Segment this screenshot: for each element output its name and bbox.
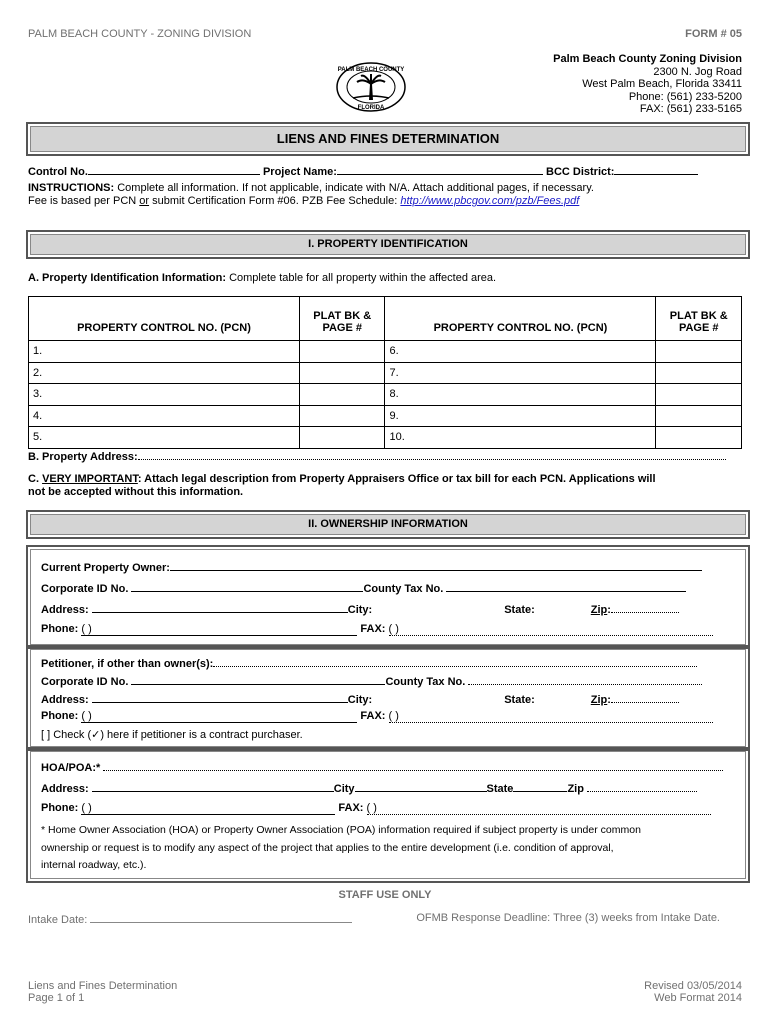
petitioner-zip-field[interactable] xyxy=(611,692,679,703)
property-address-row xyxy=(28,449,726,463)
petitioner-tax-field[interactable] xyxy=(468,674,702,685)
control-no-field[interactable] xyxy=(88,164,260,175)
hoa-note-line3: internal roadway, etc.). xyxy=(41,859,147,871)
hoa-phone-field[interactable]: ( ) xyxy=(81,802,335,815)
owner-address-field[interactable] xyxy=(92,602,348,613)
pcn-cell[interactable]: 7. xyxy=(385,362,656,384)
owner-tax-field[interactable] xyxy=(446,581,686,592)
petitioner-fax-field[interactable]: ( ) xyxy=(389,710,713,723)
intake-field[interactable] xyxy=(90,912,352,923)
owner-zip-label: Zip xyxy=(590,604,608,616)
plat-cell[interactable] xyxy=(656,362,742,384)
petitioner-field[interactable] xyxy=(213,656,697,667)
hoa-note xyxy=(41,822,641,875)
owner-phone-field[interactable]: ( ) xyxy=(81,623,357,636)
property-address-field[interactable] xyxy=(138,449,726,460)
bcc-district-field[interactable] xyxy=(614,164,698,175)
office-phone: Phone: (561) 233-5200 xyxy=(628,90,742,103)
division-name: PALM BEACH COUNTY - ZONING DIVISION xyxy=(28,28,252,40)
petitioner-address-field[interactable] xyxy=(92,692,348,703)
pcn-table xyxy=(28,296,742,449)
hoa-phone-label: Phone: xyxy=(41,802,79,814)
pcn-cell[interactable]: 9. xyxy=(385,405,656,427)
instructions xyxy=(28,182,594,208)
property-address-label: B. Property Address: xyxy=(28,451,138,463)
instructions-or: or xyxy=(139,195,150,207)
pcn-table-header xyxy=(29,297,742,341)
pcn-cell[interactable]: 5. xyxy=(29,427,300,449)
intake-row xyxy=(28,912,352,926)
petitioner-label: Petitioner, if other than owner(s): xyxy=(41,658,214,670)
plat-cell[interactable] xyxy=(299,384,385,406)
svg-text:PALM BEACH COUNTY: PALM BEACH COUNTY xyxy=(337,67,405,73)
owner-state-label: State: xyxy=(504,604,535,616)
owner-corp-label: Corporate ID No. xyxy=(41,583,129,595)
instructions-text1: Complete all information. If not applicable, indicate with N/A. Attach additional pages, if necessary. xyxy=(117,182,594,194)
petitioner-fax-label: FAX: xyxy=(360,710,386,722)
hoa-note-line1: * Home Owner Association (HOA) or Property Owner Association (POA) information required if subject property is under common xyxy=(41,824,641,836)
hoa-box xyxy=(26,747,750,883)
pcn-cell[interactable]: 10. xyxy=(385,427,656,449)
county-seal-logo xyxy=(335,62,407,112)
section1-c: C. VERY IMPORTANT: Attach legal description from Property Appraisers Office or tax bill for each PCN. Applications will not be accepted without this information. xyxy=(28,473,744,499)
table-row xyxy=(29,427,742,449)
owner-fax-field[interactable]: ( ) xyxy=(389,623,713,636)
owner-city-label: City: xyxy=(347,604,373,616)
staff-title: STAFF USE ONLY xyxy=(338,889,432,901)
owner-phone-label: Phone: xyxy=(41,623,79,635)
owner-box: Current Property Owner: Corporate ID No. County Tax No. Address: City: State: Zip: Phone: ( ) FAX: ( ) xyxy=(26,545,750,649)
petitioner-address-label: Address: xyxy=(41,694,89,706)
office-address2: West Palm Beach, Florida 33411 xyxy=(582,78,742,90)
hoa-city-label: City xyxy=(333,783,355,795)
footer-revised: Revised 03/05/2014 xyxy=(644,980,742,992)
ofmb-deadline: OFMB Response Deadline: Three (3) weeks from Intake Date. xyxy=(416,912,720,924)
pcn-cell[interactable]: 4. xyxy=(29,405,300,427)
petitioner-box: Petitioner, if other than owner(s): Corporate ID No. County Tax No. Address: City: State: Zip: Phone: ( ) FAX: ( ) [ ] Check (✓) here if petitioner is a contract purchaser. xyxy=(26,645,750,751)
top-fields xyxy=(28,164,698,178)
hoa-address-field[interactable] xyxy=(92,781,334,792)
plat-cell[interactable] xyxy=(299,405,385,427)
section2-bar xyxy=(26,510,750,539)
bcc-district-label: BCC District: xyxy=(546,166,615,178)
col-pcn-right: PROPERTY CONTROL NO. (PCN) xyxy=(385,297,656,341)
footer-format: Web Format 2014 xyxy=(654,992,742,1004)
petitioner-phone-field[interactable]: ( ) xyxy=(81,710,357,723)
contract-purchaser-check[interactable]: [ ] Check (✓) here if petitioner is a contract purchaser. xyxy=(41,729,303,741)
plat-cell[interactable] xyxy=(299,427,385,449)
petitioner-state-label: State: xyxy=(504,694,535,706)
hoa-note-line2: ownership or request is to modify any aspect of the project that applies to the entire development (i.e. condition of approval, xyxy=(41,841,614,854)
owner-corp-field[interactable] xyxy=(131,581,363,592)
owner-address-label: Address: xyxy=(41,604,89,616)
petitioner-tax-label: County Tax No. xyxy=(385,676,466,688)
section1-a-label: A. Property Identification Information: xyxy=(28,272,227,284)
table-row xyxy=(29,384,742,406)
petitioner-phone-label: Phone: xyxy=(41,710,79,722)
control-no-label: Control No. xyxy=(28,166,88,178)
plat-cell[interactable] xyxy=(656,427,742,449)
form-title: LIENS AND FINES DETERMINATION xyxy=(30,126,746,152)
petitioner-city-label: City: xyxy=(347,694,373,706)
instructions-text2b: submit Certification Form #06. PZB Fee Schedule: xyxy=(152,195,398,207)
svg-text:FLORIDA: FLORIDA xyxy=(357,105,385,111)
col-plat-left: PLAT BK & PAGE # xyxy=(299,297,385,341)
owner-zip-field[interactable] xyxy=(611,602,679,613)
footer-doc-name: Liens and Fines Determination xyxy=(28,980,178,992)
section2-title: II. OWNERSHIP INFORMATION xyxy=(30,514,746,535)
plat-cell[interactable] xyxy=(656,384,742,406)
pcn-cell[interactable]: 6. xyxy=(385,341,656,363)
intake-label: Intake Date: xyxy=(28,914,88,926)
petitioner-corp-field[interactable] xyxy=(131,674,385,685)
fee-schedule-link[interactable]: http://www.pbcgov.com/pzb/Fees.pdf xyxy=(400,195,580,207)
section1-a-text: Complete table for all property within the affected area. xyxy=(229,272,497,284)
hoa-zip-label: Zip xyxy=(567,783,584,795)
pcn-cell[interactable]: 1. xyxy=(29,341,300,363)
instructions-label: INSTRUCTIONS: xyxy=(28,182,115,194)
plat-cell[interactable] xyxy=(299,341,385,363)
plat-cell[interactable] xyxy=(656,341,742,363)
table-row xyxy=(29,362,742,384)
hoa-label: HOA/POA:* xyxy=(41,762,101,774)
owner-tax-label: County Tax No. xyxy=(363,583,444,595)
office-fax: FAX: (561) 233-5165 xyxy=(639,103,742,115)
title-bar xyxy=(26,122,750,156)
hoa-city-field[interactable] xyxy=(355,781,487,792)
plat-cell[interactable] xyxy=(299,362,385,384)
office-name: Palm Beach County Zoning Division xyxy=(553,53,742,65)
col-pcn-left: PROPERTY CONTROL NO. (PCN) xyxy=(29,297,300,341)
pcn-cell[interactable]: 3. xyxy=(29,384,300,406)
section1-bar xyxy=(26,230,750,259)
owner-label: Current Property Owner: xyxy=(41,562,170,574)
col-plat-right: PLAT BK & PAGE # xyxy=(656,297,742,341)
hoa-address-label: Address: xyxy=(41,783,89,795)
section1-c-text2: not be accepted without this information. xyxy=(28,486,244,498)
office-contact xyxy=(553,53,742,116)
petitioner-corp-label: Corporate ID No. xyxy=(41,676,129,688)
hoa-field[interactable] xyxy=(103,760,723,771)
pcn-cell[interactable]: 2. xyxy=(29,362,300,384)
footer-page: Page 1 of 1 xyxy=(28,992,85,1004)
owner-field[interactable] xyxy=(170,560,702,571)
project-name-label: Project Name: xyxy=(262,166,337,178)
section1-c-text: : Attach legal description from Property Appraisers Office or tax bill for each PCN. Applications will xyxy=(137,473,656,485)
office-address1: 2300 N. Jog Road xyxy=(653,65,742,78)
hoa-fax-label: FAX: xyxy=(338,802,364,814)
very-important: VERY IMPORTANT xyxy=(42,473,138,485)
footer-right xyxy=(644,980,742,1004)
project-name-field[interactable] xyxy=(337,164,543,175)
hoa-fax-field[interactable]: ( ) xyxy=(367,802,711,815)
section1-title: I. PROPERTY IDENTIFICATION xyxy=(30,234,746,255)
instructions-text2a: Fee is based per PCN xyxy=(28,195,137,207)
section1-a xyxy=(28,272,496,284)
hoa-zip-field[interactable] xyxy=(587,781,697,792)
form-number: FORM # 05 xyxy=(685,28,742,40)
table-row xyxy=(29,405,742,427)
owner-fax-label: FAX: xyxy=(360,623,386,635)
pcn-cell[interactable]: 8. xyxy=(385,384,656,406)
hoa-state-field[interactable] xyxy=(513,781,567,792)
hoa-state-label: State xyxy=(486,783,514,795)
petitioner-zip-label: Zip xyxy=(590,694,608,706)
plat-cell[interactable] xyxy=(656,405,742,427)
table-row xyxy=(29,341,742,363)
footer-left xyxy=(28,980,177,1004)
